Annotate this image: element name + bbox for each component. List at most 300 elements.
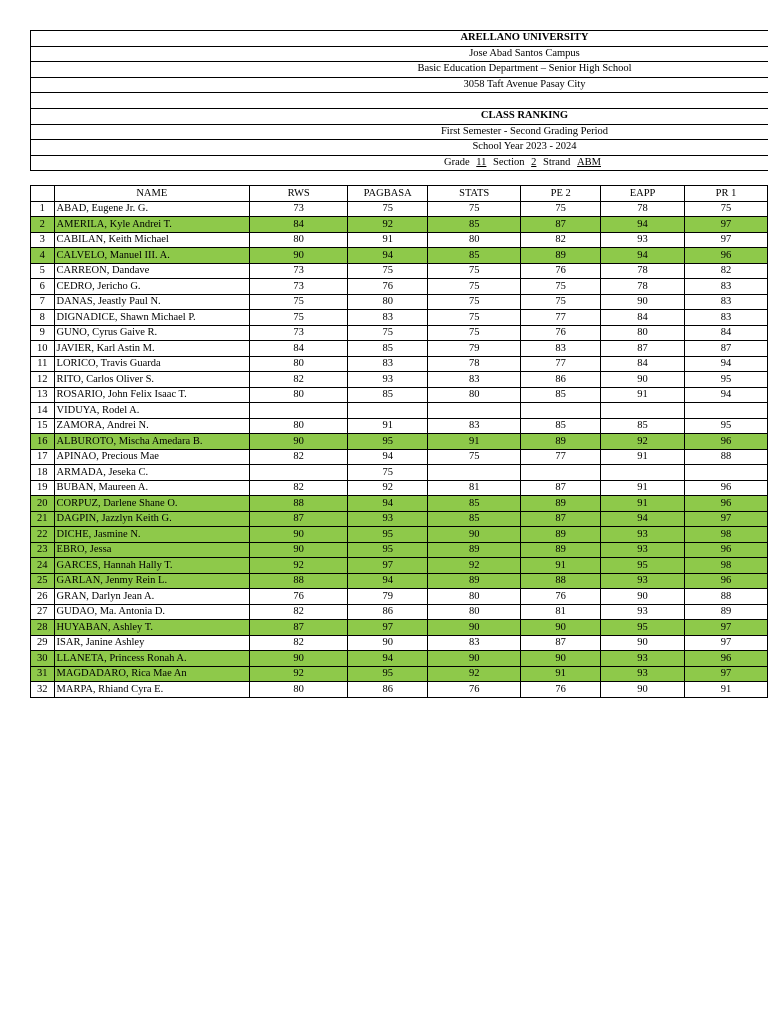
table-row bbox=[31, 558, 768, 574]
grade-rws: 75 bbox=[250, 310, 348, 326]
grade-pagbasa: 85 bbox=[348, 341, 428, 357]
grade-pe2 bbox=[521, 465, 601, 481]
grade-label: Grade bbox=[443, 157, 470, 169]
table-row bbox=[31, 356, 768, 372]
grade-rws: 73 bbox=[250, 279, 348, 295]
student-name: GRAN, Darlyn Jean A. bbox=[54, 589, 250, 605]
grade-pe2: 89 bbox=[521, 542, 601, 558]
col-header-no bbox=[31, 186, 55, 202]
table-row bbox=[31, 480, 768, 496]
col-header-pr1: PR 1 bbox=[685, 186, 768, 202]
grade-rws: 82 bbox=[250, 604, 348, 620]
grade-pr1: 87 bbox=[685, 341, 768, 357]
grade-pr1: 98 bbox=[685, 527, 768, 543]
student-name: DANAS, Jeastly Paul N. bbox=[54, 294, 250, 310]
grade-stats: 75 bbox=[428, 279, 521, 295]
grade-pagbasa: 94 bbox=[348, 496, 428, 512]
student-name: LORICO, Travis Guarda bbox=[54, 356, 250, 372]
class-info bbox=[31, 155, 768, 171]
grade-rws: 73 bbox=[250, 325, 348, 341]
table-body bbox=[31, 201, 768, 697]
grade-eapp: 94 bbox=[601, 511, 685, 527]
grade-pe2: 76 bbox=[521, 325, 601, 341]
grade-eapp: 93 bbox=[601, 542, 685, 558]
grade-pe2: 86 bbox=[521, 372, 601, 388]
student-name: APINAO, Precious Mae bbox=[54, 449, 250, 465]
grade-rws: 80 bbox=[250, 232, 348, 248]
grade-eapp: 94 bbox=[601, 248, 685, 264]
table-row bbox=[31, 620, 768, 636]
student-name: BUBAN, Maureen A. bbox=[54, 480, 250, 496]
student-name: HUYABAN, Ashley T. bbox=[54, 620, 250, 636]
grade-rws: 80 bbox=[250, 418, 348, 434]
grade-rws bbox=[250, 465, 348, 481]
grade-eapp: 93 bbox=[601, 651, 685, 667]
grade-stats: 83 bbox=[428, 635, 521, 651]
grade-pr1 bbox=[685, 403, 768, 419]
table-row bbox=[31, 217, 768, 233]
grade-pagbasa: 86 bbox=[348, 682, 428, 698]
grade-rws: 90 bbox=[250, 248, 348, 264]
report-header bbox=[30, 30, 768, 171]
col-header-pagbasa: PAGBASA bbox=[348, 186, 428, 202]
class-ranking-sheet bbox=[30, 30, 768, 698]
student-name: ABAD, Eugene Jr. G. bbox=[54, 201, 250, 217]
student-name: ROSARIO, John Felix Isaac T. bbox=[54, 387, 250, 403]
grade-eapp: 95 bbox=[601, 620, 685, 636]
grade-stats: 85 bbox=[428, 511, 521, 527]
grade-stats: 80 bbox=[428, 232, 521, 248]
grade-rws: 80 bbox=[250, 387, 348, 403]
table-row bbox=[31, 434, 768, 450]
grade-stats: 90 bbox=[428, 527, 521, 543]
row-number: 32 bbox=[31, 682, 55, 698]
student-name: DAGPIN, Jazzlyn Keith G. bbox=[54, 511, 250, 527]
grade-rws: 82 bbox=[250, 449, 348, 465]
table-row bbox=[31, 589, 768, 605]
grade-pe2: 76 bbox=[521, 589, 601, 605]
grade-eapp: 93 bbox=[601, 232, 685, 248]
grade-pe2: 75 bbox=[521, 279, 601, 295]
grade-pagbasa: 95 bbox=[348, 666, 428, 682]
student-name: CEDRO, Jericho G. bbox=[54, 279, 250, 295]
col-header-stats: STATS bbox=[428, 186, 521, 202]
grade-stats: 80 bbox=[428, 387, 521, 403]
row-number: 21 bbox=[31, 511, 55, 527]
grade-eapp: 84 bbox=[601, 310, 685, 326]
grade-rws: 92 bbox=[250, 666, 348, 682]
grade-pagbasa: 75 bbox=[348, 465, 428, 481]
grade-pr1: 94 bbox=[685, 356, 768, 372]
table-row bbox=[31, 418, 768, 434]
grade-pe2: 87 bbox=[521, 217, 601, 233]
student-name: LLANETA, Princess Ronah A. bbox=[54, 651, 250, 667]
grade-pr1: 97 bbox=[685, 232, 768, 248]
row-number: 5 bbox=[31, 263, 55, 279]
table-row bbox=[31, 232, 768, 248]
table-header-row bbox=[31, 186, 768, 202]
grade-pagbasa: 75 bbox=[348, 201, 428, 217]
grade-pr1: 88 bbox=[685, 589, 768, 605]
grade-pagbasa: 95 bbox=[348, 527, 428, 543]
grade-rws bbox=[250, 403, 348, 419]
row-number: 7 bbox=[31, 294, 55, 310]
grade-pr1: 89 bbox=[685, 604, 768, 620]
grade-rws: 84 bbox=[250, 341, 348, 357]
grade-pe2: 89 bbox=[521, 496, 601, 512]
grade-stats: 78 bbox=[428, 356, 521, 372]
student-name: EBRO, Jessa bbox=[54, 542, 250, 558]
student-name: GUNO, Cyrus Gaive R. bbox=[54, 325, 250, 341]
grade-stats: 89 bbox=[428, 573, 521, 589]
grade-eapp: 78 bbox=[601, 279, 685, 295]
student-name: RITO, Carlos Oliver S. bbox=[54, 372, 250, 388]
grade-pagbasa: 94 bbox=[348, 651, 428, 667]
spacer bbox=[30, 171, 768, 185]
table-row bbox=[31, 325, 768, 341]
table-row bbox=[31, 372, 768, 388]
grade-pe2: 88 bbox=[521, 573, 601, 589]
grade-pr1: 83 bbox=[685, 294, 768, 310]
row-number: 26 bbox=[31, 589, 55, 605]
table-row bbox=[31, 201, 768, 217]
row-number: 4 bbox=[31, 248, 55, 264]
row-number: 14 bbox=[31, 403, 55, 419]
row-number: 18 bbox=[31, 465, 55, 481]
grade-pe2: 76 bbox=[521, 263, 601, 279]
grade-rws: 90 bbox=[250, 651, 348, 667]
grade-pagbasa: 83 bbox=[348, 310, 428, 326]
student-name: ZAMORA, Andrei N. bbox=[54, 418, 250, 434]
row-number: 6 bbox=[31, 279, 55, 295]
student-name: AMERILA, Kyle Andrei T. bbox=[54, 217, 250, 233]
row-number: 23 bbox=[31, 542, 55, 558]
grade-pe2: 87 bbox=[521, 635, 601, 651]
grade-pr1: 95 bbox=[685, 418, 768, 434]
grade-pr1: 94 bbox=[685, 387, 768, 403]
grade-pr1: 97 bbox=[685, 511, 768, 527]
grade-pr1 bbox=[685, 465, 768, 481]
grade-pagbasa: 86 bbox=[348, 604, 428, 620]
student-name: CABILAN, Keith Michael bbox=[54, 232, 250, 248]
student-name: ARMADA, Jeseka C. bbox=[54, 465, 250, 481]
grade-stats: 92 bbox=[428, 558, 521, 574]
grade-pagbasa: 85 bbox=[348, 387, 428, 403]
grade-eapp: 94 bbox=[601, 217, 685, 233]
table-row bbox=[31, 263, 768, 279]
row-number: 8 bbox=[31, 310, 55, 326]
grade-pe2: 90 bbox=[521, 620, 601, 636]
strand-value: ABM bbox=[577, 157, 601, 169]
section-label: Section bbox=[493, 157, 525, 169]
grade-stats: 80 bbox=[428, 589, 521, 605]
row-number: 2 bbox=[31, 217, 55, 233]
section-value: 2 bbox=[531, 157, 537, 169]
grade-eapp: 90 bbox=[601, 682, 685, 698]
grade-stats: 81 bbox=[428, 480, 521, 496]
student-name: MARPA, Rhiand Cyra E. bbox=[54, 682, 250, 698]
grade-rws: 73 bbox=[250, 263, 348, 279]
student-name: GARLAN, Jenmy Rein L. bbox=[54, 573, 250, 589]
table-row bbox=[31, 341, 768, 357]
row-number: 28 bbox=[31, 620, 55, 636]
table-row bbox=[31, 449, 768, 465]
grade-pe2: 87 bbox=[521, 511, 601, 527]
grade-stats: 79 bbox=[428, 341, 521, 357]
table-row bbox=[31, 310, 768, 326]
student-name: GARCES, Hannah Hally T. bbox=[54, 558, 250, 574]
table-row bbox=[31, 496, 768, 512]
grade-pagbasa: 80 bbox=[348, 294, 428, 310]
grade-stats: 80 bbox=[428, 604, 521, 620]
grade-pagbasa bbox=[348, 403, 428, 419]
grade-pr1: 97 bbox=[685, 620, 768, 636]
grade-pagbasa: 76 bbox=[348, 279, 428, 295]
grade-eapp bbox=[601, 403, 685, 419]
table-row bbox=[31, 248, 768, 264]
grade-pagbasa: 91 bbox=[348, 232, 428, 248]
grade-pr1: 84 bbox=[685, 325, 768, 341]
grade-rws: 90 bbox=[250, 527, 348, 543]
grade-stats: 92 bbox=[428, 666, 521, 682]
student-name: ISAR, Janine Ashley bbox=[54, 635, 250, 651]
row-number: 22 bbox=[31, 527, 55, 543]
grade-pe2: 89 bbox=[521, 248, 601, 264]
grade-stats: 76 bbox=[428, 682, 521, 698]
grade-eapp: 78 bbox=[601, 201, 685, 217]
grade-stats: 90 bbox=[428, 651, 521, 667]
grade-stats: 75 bbox=[428, 449, 521, 465]
strand-label: Strand bbox=[543, 157, 571, 169]
grade-eapp: 90 bbox=[601, 635, 685, 651]
grade-stats: 83 bbox=[428, 418, 521, 434]
grade-stats: 75 bbox=[428, 263, 521, 279]
grade-pagbasa: 75 bbox=[348, 325, 428, 341]
grade-pe2 bbox=[521, 403, 601, 419]
grade-stats: 75 bbox=[428, 201, 521, 217]
table-row bbox=[31, 635, 768, 651]
grade-pagbasa: 95 bbox=[348, 434, 428, 450]
row-number: 15 bbox=[31, 418, 55, 434]
grade-eapp: 91 bbox=[601, 496, 685, 512]
grade-eapp: 93 bbox=[601, 666, 685, 682]
student-name: ALBUROTO, Mischa Amedara B. bbox=[54, 434, 250, 450]
campus-name: Jose Abad Santos Campus bbox=[31, 46, 768, 62]
table-row bbox=[31, 387, 768, 403]
grade-pagbasa: 97 bbox=[348, 558, 428, 574]
table-row bbox=[31, 465, 768, 481]
grade-pr1: 75 bbox=[685, 201, 768, 217]
grade-pagbasa: 94 bbox=[348, 449, 428, 465]
grade-eapp: 80 bbox=[601, 325, 685, 341]
table-row bbox=[31, 682, 768, 698]
grade-stats: 75 bbox=[428, 325, 521, 341]
grade-rws: 82 bbox=[250, 480, 348, 496]
grade-rws: 76 bbox=[250, 589, 348, 605]
grade-stats bbox=[428, 403, 521, 419]
grade-pe2: 90 bbox=[521, 651, 601, 667]
grade-rws: 90 bbox=[250, 434, 348, 450]
grade-eapp: 85 bbox=[601, 418, 685, 434]
grade-eapp: 93 bbox=[601, 573, 685, 589]
table-row bbox=[31, 294, 768, 310]
grade-pr1: 96 bbox=[685, 651, 768, 667]
grade-pr1: 96 bbox=[685, 542, 768, 558]
grade-pagbasa: 94 bbox=[348, 248, 428, 264]
grade-eapp: 91 bbox=[601, 449, 685, 465]
grade-pe2: 77 bbox=[521, 310, 601, 326]
grade-eapp: 78 bbox=[601, 263, 685, 279]
grade-pe2: 91 bbox=[521, 666, 601, 682]
row-number: 3 bbox=[31, 232, 55, 248]
grading-period: First Semester - Second Grading Period bbox=[31, 124, 768, 140]
col-header-rws: RWS bbox=[250, 186, 348, 202]
university-name: ARELLANO UNIVERSITY bbox=[31, 31, 768, 47]
school-year: School Year 2023 - 2024 bbox=[31, 140, 768, 156]
grade-stats: 89 bbox=[428, 542, 521, 558]
grade-rws: 87 bbox=[250, 511, 348, 527]
grade-pe2: 76 bbox=[521, 682, 601, 698]
student-name: CARREON, Dandave bbox=[54, 263, 250, 279]
row-number: 27 bbox=[31, 604, 55, 620]
grade-stats: 75 bbox=[428, 294, 521, 310]
grade-pr1: 96 bbox=[685, 480, 768, 496]
student-name: GUDAO, Ma. Antonia D. bbox=[54, 604, 250, 620]
col-header-eapp: EAPP bbox=[601, 186, 685, 202]
grade-rws: 92 bbox=[250, 558, 348, 574]
department-name: Basic Education Department – Senior High School bbox=[31, 62, 768, 78]
row-number: 20 bbox=[31, 496, 55, 512]
grade-pe2: 89 bbox=[521, 527, 601, 543]
row-number: 17 bbox=[31, 449, 55, 465]
grade-stats: 83 bbox=[428, 372, 521, 388]
grade-eapp: 90 bbox=[601, 294, 685, 310]
grade-rws: 82 bbox=[250, 635, 348, 651]
grade-rws: 90 bbox=[250, 542, 348, 558]
grade-pagbasa: 94 bbox=[348, 573, 428, 589]
grade-pr1: 88 bbox=[685, 449, 768, 465]
grade-pe2: 83 bbox=[521, 341, 601, 357]
grade-stats: 85 bbox=[428, 496, 521, 512]
grade-stats bbox=[428, 465, 521, 481]
grade-pr1: 82 bbox=[685, 263, 768, 279]
row-number: 19 bbox=[31, 480, 55, 496]
table-row bbox=[31, 527, 768, 543]
grade-pr1: 83 bbox=[685, 279, 768, 295]
grade-rws: 88 bbox=[250, 496, 348, 512]
grade-rws: 82 bbox=[250, 372, 348, 388]
student-name: JAVIER, Karl Astin M. bbox=[54, 341, 250, 357]
row-number: 29 bbox=[31, 635, 55, 651]
row-number: 16 bbox=[31, 434, 55, 450]
student-name: VIDUYA, Rodel A. bbox=[54, 403, 250, 419]
grade-pagbasa: 93 bbox=[348, 511, 428, 527]
grade-pagbasa: 95 bbox=[348, 542, 428, 558]
grade-value: 11 bbox=[476, 157, 487, 169]
grade-pr1: 96 bbox=[685, 573, 768, 589]
grade-pagbasa: 92 bbox=[348, 480, 428, 496]
row-number: 9 bbox=[31, 325, 55, 341]
table-row bbox=[31, 666, 768, 682]
grade-eapp: 93 bbox=[601, 527, 685, 543]
grade-pagbasa: 83 bbox=[348, 356, 428, 372]
row-number: 12 bbox=[31, 372, 55, 388]
row-number: 13 bbox=[31, 387, 55, 403]
grade-eapp: 95 bbox=[601, 558, 685, 574]
grade-eapp: 90 bbox=[601, 589, 685, 605]
grade-rws: 87 bbox=[250, 620, 348, 636]
row-number: 11 bbox=[31, 356, 55, 372]
student-name: CORPUZ, Darlene Shane O. bbox=[54, 496, 250, 512]
grade-pe2: 81 bbox=[521, 604, 601, 620]
grade-rws: 73 bbox=[250, 201, 348, 217]
grade-pr1: 96 bbox=[685, 496, 768, 512]
grade-pe2: 75 bbox=[521, 294, 601, 310]
grade-pe2: 82 bbox=[521, 232, 601, 248]
grade-pagbasa: 91 bbox=[348, 418, 428, 434]
row-number: 10 bbox=[31, 341, 55, 357]
grade-stats: 91 bbox=[428, 434, 521, 450]
grade-pagbasa: 93 bbox=[348, 372, 428, 388]
student-name: CALVELO, Manuel III. A. bbox=[54, 248, 250, 264]
grade-pe2: 91 bbox=[521, 558, 601, 574]
ranking-table bbox=[30, 185, 768, 698]
grade-pe2: 75 bbox=[521, 201, 601, 217]
grade-rws: 75 bbox=[250, 294, 348, 310]
table-row bbox=[31, 573, 768, 589]
grade-pr1: 83 bbox=[685, 310, 768, 326]
grade-pe2: 77 bbox=[521, 356, 601, 372]
grade-stats: 75 bbox=[428, 310, 521, 326]
grade-pagbasa: 75 bbox=[348, 263, 428, 279]
grade-rws: 80 bbox=[250, 356, 348, 372]
grade-pe2: 85 bbox=[521, 418, 601, 434]
grade-eapp bbox=[601, 465, 685, 481]
grade-pr1: 96 bbox=[685, 434, 768, 450]
table-row bbox=[31, 403, 768, 419]
row-number: 25 bbox=[31, 573, 55, 589]
grade-eapp: 84 bbox=[601, 356, 685, 372]
grade-pagbasa: 90 bbox=[348, 635, 428, 651]
grade-pr1: 97 bbox=[685, 666, 768, 682]
grade-pagbasa: 92 bbox=[348, 217, 428, 233]
grade-stats: 90 bbox=[428, 620, 521, 636]
row-number: 30 bbox=[31, 651, 55, 667]
grade-stats: 85 bbox=[428, 248, 521, 264]
school-address: 3058 Taft Avenue Pasay City bbox=[31, 77, 768, 93]
grade-rws: 88 bbox=[250, 573, 348, 589]
table-row bbox=[31, 542, 768, 558]
blank-row bbox=[31, 93, 768, 109]
student-name: MAGDADARO, Rica Mae An bbox=[54, 666, 250, 682]
grade-pagbasa: 97 bbox=[348, 620, 428, 636]
table-row bbox=[31, 604, 768, 620]
grade-pr1: 96 bbox=[685, 248, 768, 264]
student-name: DIGNADICE, Shawn Michael P. bbox=[54, 310, 250, 326]
grade-eapp: 87 bbox=[601, 341, 685, 357]
grade-pe2: 87 bbox=[521, 480, 601, 496]
grade-eapp: 91 bbox=[601, 480, 685, 496]
student-name: DICHE, Jasmine N. bbox=[54, 527, 250, 543]
grade-eapp: 91 bbox=[601, 387, 685, 403]
table-row bbox=[31, 279, 768, 295]
grade-pr1: 97 bbox=[685, 635, 768, 651]
grade-eapp: 92 bbox=[601, 434, 685, 450]
grade-pr1: 91 bbox=[685, 682, 768, 698]
grade-stats: 85 bbox=[428, 217, 521, 233]
row-number: 24 bbox=[31, 558, 55, 574]
col-header-pe2: PE 2 bbox=[521, 186, 601, 202]
